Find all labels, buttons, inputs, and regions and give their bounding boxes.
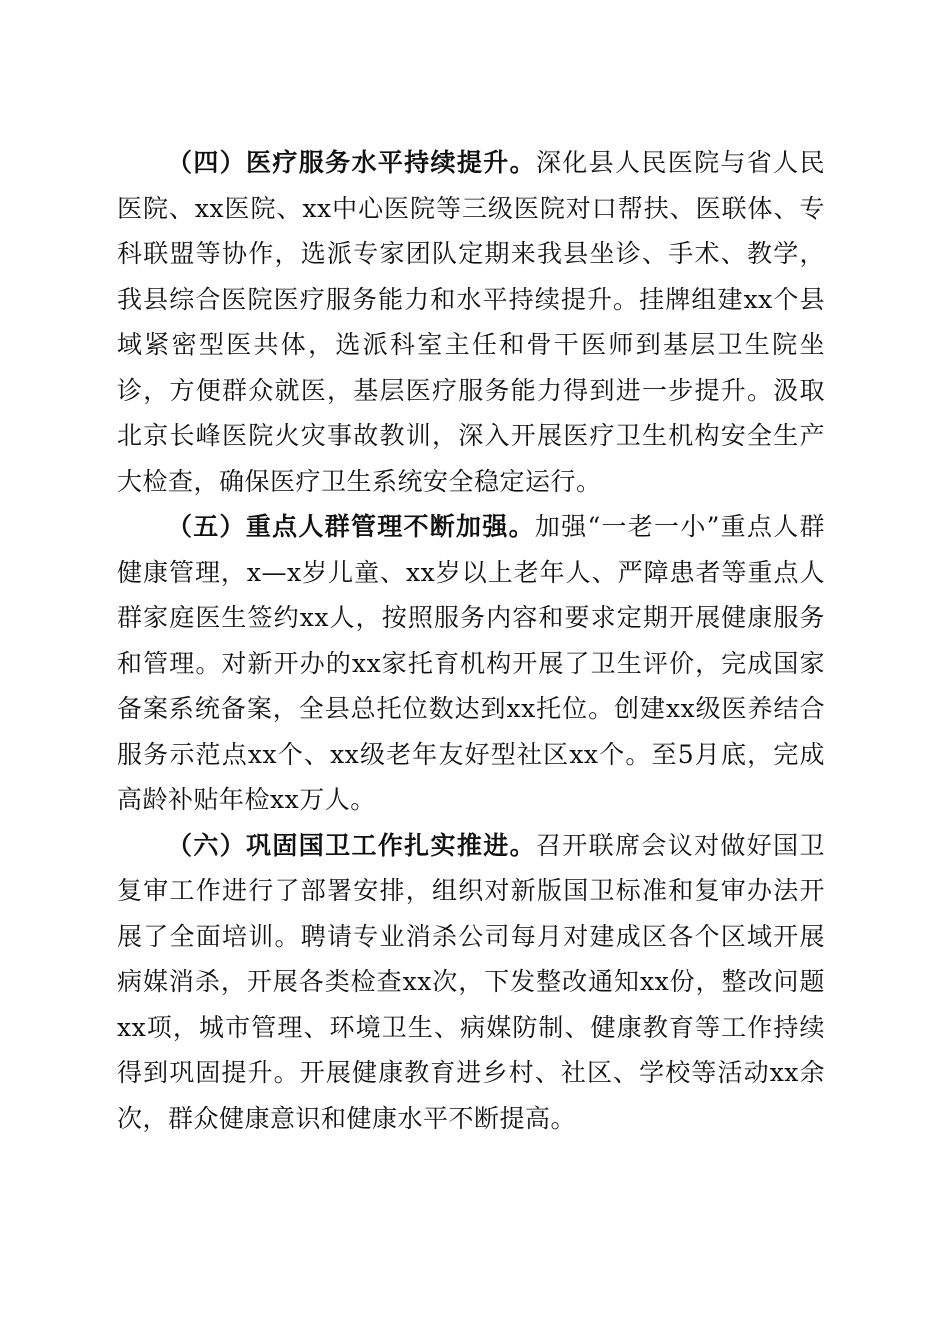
paragraph-body: 召开联席会议对做好国卫复审工作进行了部署安排，组织对新版国卫标准和复审办法开展了全面培训。聘请专业消杀公司每月对建成区各个区域开展病媒消杀，开展各类检查xx次，下发整改通知xx份，整改问题xx项，城市管理、环境卫生、病媒防制、健康教育等工作持续得到巩固提升。开展健康教育进乡村、社区、学校等活动xx余次，群众健康意识和健康水平不断提高。 <box>117 830 825 1133</box>
paragraph-heading: （六）巩固国卫工作扎实推进。 <box>167 830 536 860</box>
paragraph-body: 深化县人民医院与省人民医院、xx医院、xx中心医院等三级医院对口帮扶、医联体、专科联盟等协作，选派专家团队定期来我县坐诊、手术、教学，我县综合医院医疗服务能力和水平持续提升。挂牌组建xx个县域紧密型医共体，选派科室主任和骨干医师到基层卫生院坐诊，方便群众就医，基层医疗服务能力得到进一步提升。汲取北京长峰医院火灾事故教训，深入开展医疗卫生机构安全生产大检查，确保医疗卫生系统安全稳定运行。 <box>117 148 825 496</box>
paragraph-body: 加强“一老一小”重点人群健康管理，x—x岁儿童、xx岁以上老年人、严障患者等重点人群家庭医生签约xx人，按照服务内容和要求定期开展健康服务和管理。对新开办的xx家托育机构开展了卫生评价，完成国家备案系统备案，全县总托位数达到xx托位。创建xx级医养结合服务示范点xx个、xx级老年友好型社区xx个。至5月底，完成高龄补贴年检xx万人。 <box>117 512 825 814</box>
paragraph-heading: （四）医疗服务水平持续提升。 <box>167 148 536 177</box>
paragraph-national-health-city <box>117 823 825 1142</box>
paragraph-heading: （五）重点人群管理不断加强。 <box>167 512 535 541</box>
document-page <box>117 140 825 1141</box>
paragraph-key-groups <box>117 504 825 823</box>
paragraph-medical-services <box>117 140 825 504</box>
